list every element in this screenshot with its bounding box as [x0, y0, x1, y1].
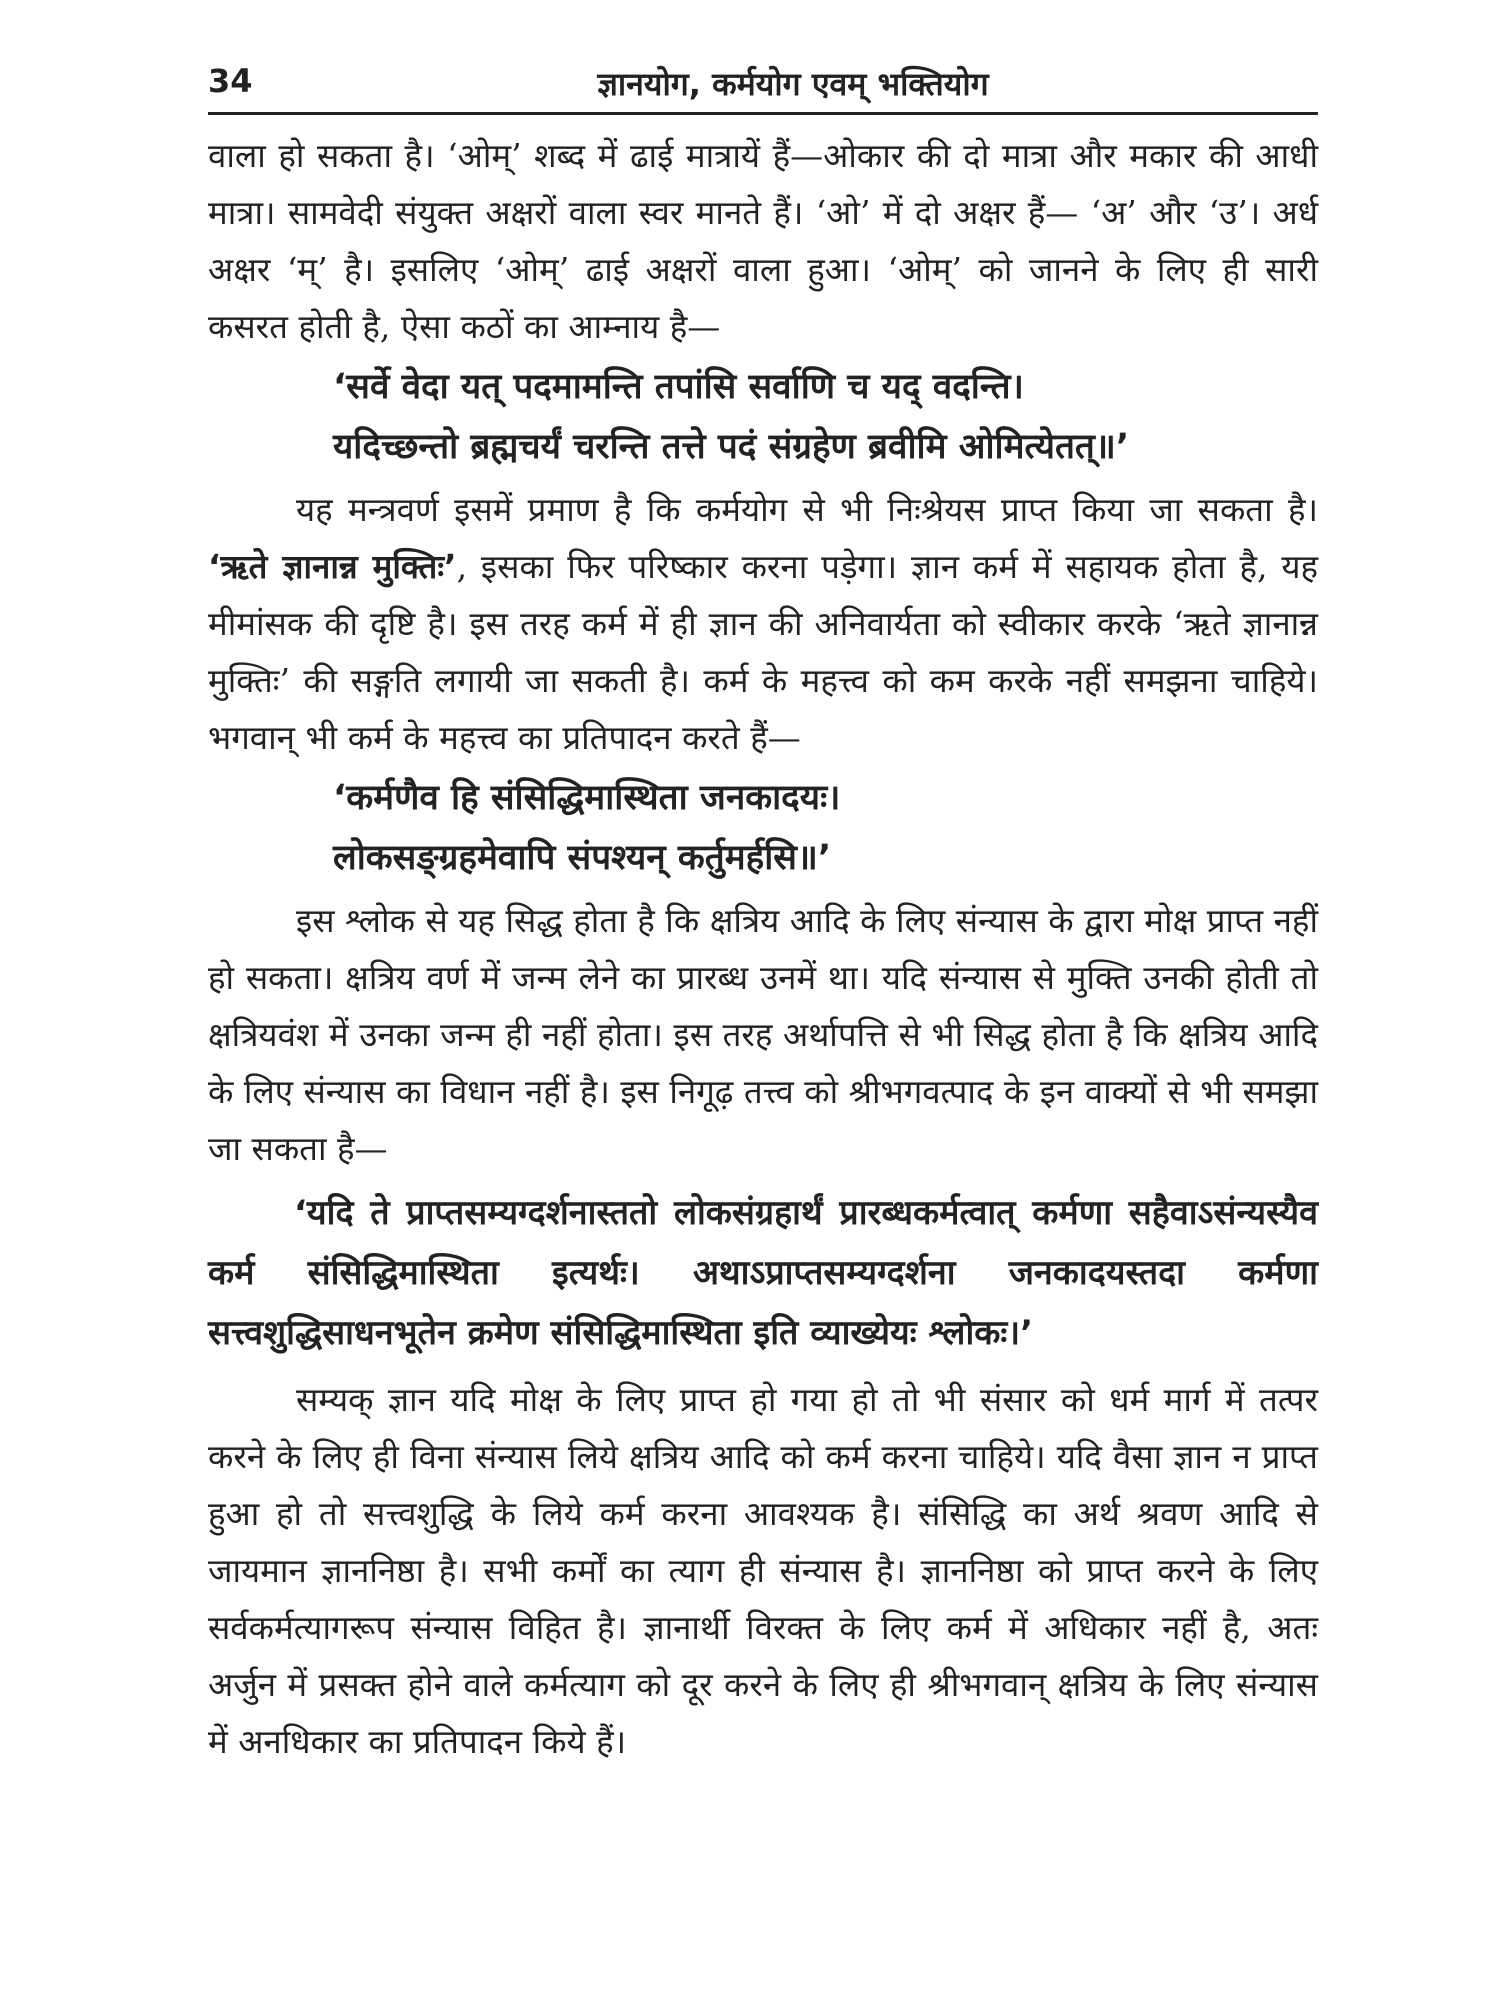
running-title: ज्ञानयोग, कर्मयोग एवम् भक्तियोग	[597, 65, 989, 103]
verse-line: ‘सर्वे वेदा यत् पदमामन्ति तपांसि सर्वाणि च यद् वदन्ति।	[333, 367, 1024, 407]
verse-line: लोकसङ्ग्रहमेवापि संपश्यन् कर्तुमर्हसि॥’	[333, 838, 832, 878]
book-page	[208, 56, 1318, 1770]
quoted-phrase-bold: ‘ऋते ज्ञानान्न मुक्तिः’	[208, 547, 457, 586]
page-body	[208, 127, 1318, 1770]
bhashya-quote	[208, 1183, 1318, 1363]
paragraph-4: सम्यक् ज्ञान यदि मोक्ष के लिए प्राप्त हो गया हो तो भी संसार को धर्म मार्ग में तत्पर करने के लिए ही विना संन्यास लिये क्षत्रिय आदि को कर्म करना चाहिये। यदि वैसा ज्ञान न प्राप्त हुआ हो तो सत्त्वशुद्धि के लिये कर्म करना आवश्यक है। संसिद्धि का अर्थ श्रवण आदि से जायमान ज्ञाननिष्ठा है। सभी कर्मों का त्याग ही संन्यास है। ज्ञाननिष्ठा को प्राप्त करने के लिए सर्वकर्मत्यागरूप संन्यास विहित है। ज्ञानार्थी विरक्त के लिए कर्म में अधिकार नहीं है, अतः अर्जुन में प्रसक्त होने वाले कर्मत्याग को दूर करने के लिए ही श्रीभगवान् क्षत्रिय के लिए संन्यास में अनधिकार का प्रतिपादन किये हैं।	[208, 1380, 1318, 1761]
paragraph-2	[208, 481, 1318, 766]
verse-katha-upanishad	[208, 357, 1318, 477]
paragraph-3: इस श्लोक से यह सिद्ध होता है कि क्षत्रिय आदि के लिए संन्यास के द्वारा मोक्ष प्राप्त नहीं हो सकता। क्षत्रिय वर्ण में जन्म लेने का प्रारब्ध उनमें था। यदि संन्यास से मुक्ति उनकी होती तो क्षत्रियवंश में उनका जन्म ही नहीं होता। इस तरह अर्थापत्ति से भी सिद्ध होता है कि क्षत्रिय आदि के लिए संन्यास का विधान नहीं है। इस निगूढ़ तत्त्व को श्रीभगवत्पाद के इन वाक्यों से भी समझा जा सकता है—	[208, 901, 1319, 1168]
verse-line: यदिच्छन्तो ब्रह्मचर्यं चरन्ति तत्ते पदं संग्रहेण ब्रवीमि ओमित्येतत्॥’	[333, 427, 1130, 467]
page-header	[208, 56, 1318, 115]
paragraph-1: वाला हो सकता है। ‘ओम्’ शब्द में ढाई मात्रायें हैं—ओकार की दो मात्रा और मकार की आधी मात्रा। सामवेदी संयुक्त अक्षरों वाला स्वर मानते हैं। ‘ओ’ में दो अक्षर हैं— ‘अ’ और ‘उ’। अर्ध अक्षर ‘म्’ है। इसलिए ‘ओम्’ ढाई अक्षरों वाला हुआ। ‘ओम्’ को जानने के लिए ही सारी कसरत होती है, ऐसा कठों का आम्नाय है—	[208, 136, 1318, 346]
paragraph-2-text-end: , इसका फिर परिष्कार करना पड़ेगा। ज्ञान कर्म में सहायक होता है, यह मीमांसक की दृष्टि है। इस तरह कर्म में ही ज्ञान की अनिवार्यता को स्वीकार करके ‘ऋते ज्ञानान्न मुक्तिः’ की सङ्गति लगायी जा सकती है। कर्म के महत्त्व को कम करके नहीं समझना चाहिये। भगवान् भी कर्म के महत्त्व का प्रतिपादन करते हैं—	[208, 547, 1318, 757]
verse-gita	[208, 768, 1318, 888]
page-number: 34	[208, 62, 253, 100]
paragraph-2-text-start: यह मन्त्रवर्ण इसमें प्रमाण है कि कर्मयोग से भी निःश्रेयस प्राप्त किया जा सकता है।	[296, 490, 1318, 529]
verse-line: ‘कर्मणैव हि संसिद्धिमास्थिता जनकादयः।	[333, 778, 841, 818]
bhashya-text: ‘यदि ते प्राप्तसम्यग्दर्शनास्ततो लोकसंग्रहार्थं प्रारब्धकर्मत्वात् कर्मणा सहैवाऽसंन्यस्यैव कर्म संसिद्धिमास्थिता इत्यर्थः। अथाऽप्राप्तसम्यग्दर्शना जनकादयस्तदा कर्मणा सत्त्वशुद्धिसाधनभूतेन क्रमेण संसिद्धिमास्थिता इति व्याख्येयः श्लोकः।’	[208, 1193, 1318, 1353]
